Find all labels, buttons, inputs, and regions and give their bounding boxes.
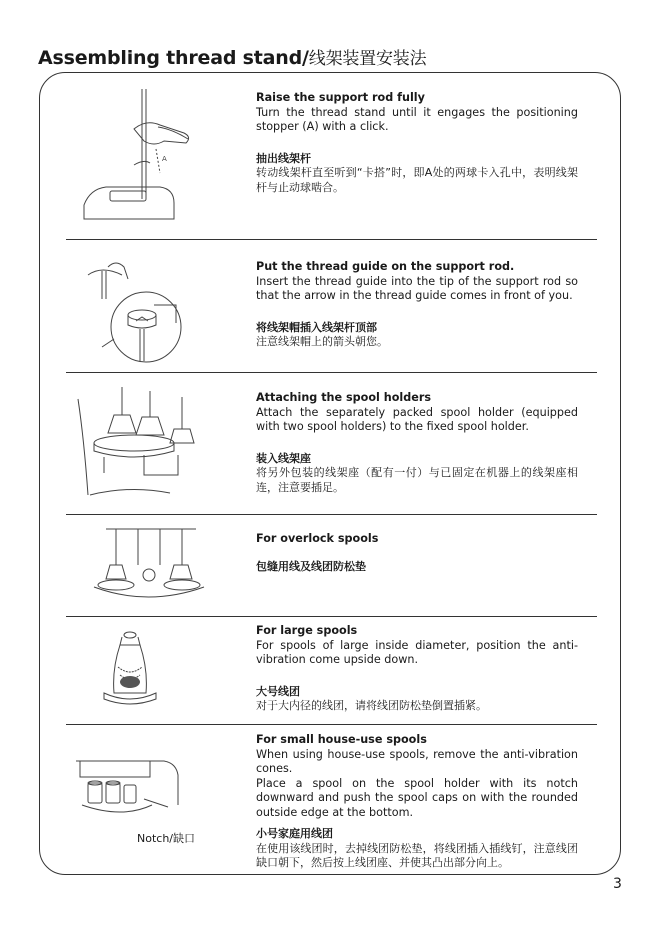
section-body-cn: 转动线架杆直至听到“卡搭”时，即A处的两球卡入孔中，表明线架杆与止动球啮合。 bbox=[256, 166, 578, 194]
section-divider bbox=[66, 724, 597, 725]
notch-label: Notch/缺口 bbox=[137, 832, 195, 845]
section-body-cn: 将另外包装的线架座（配有一付）与已固定在机器上的线架座相连，注意要插足。 bbox=[256, 466, 578, 494]
illustration-raise-support-rod bbox=[74, 87, 224, 225]
illustration-small-spools bbox=[74, 753, 224, 823]
section-heading-cn: 抽出线架杆 bbox=[256, 151, 311, 165]
page-title bbox=[38, 44, 426, 69]
section-small-spools bbox=[256, 733, 578, 871]
section-body-cn: 在使用该线团时，去掉线团防松垫，将线团插入插线钉，注意线团缺口朝下，然后按上线团座、并使其凸出部分向上。 bbox=[256, 841, 578, 869]
section-heading: For small house-use spools bbox=[256, 733, 427, 746]
section-body-cn: 注意线架帽上的箭头朝您。 bbox=[256, 335, 388, 348]
section-body: Place a spool on the spool holder with its notch downward and push the spool caps on with the rounded outside edge at the bottom. bbox=[256, 776, 578, 819]
section-divider bbox=[66, 514, 597, 515]
section-divider bbox=[66, 372, 597, 373]
section-thread-guide bbox=[256, 260, 578, 350]
section-heading: Put the thread guide on the support rod. bbox=[256, 260, 515, 273]
section-divider bbox=[66, 616, 597, 617]
section-heading-cn: 包缝用线及线团防松垫 bbox=[256, 559, 366, 573]
section-heading: For overlock spools bbox=[256, 532, 379, 545]
section-heading: Attaching the spool holders bbox=[256, 391, 432, 404]
illustration-spool-holders bbox=[74, 385, 224, 501]
section-heading-cn: 装入线架座 bbox=[256, 451, 311, 465]
section-raise-support-rod bbox=[256, 91, 578, 195]
section-body-cn: 对于大内径的线团，请将线团防松垫倒置插紧。 bbox=[256, 699, 487, 712]
section-body: For spools of large inside diameter, position the anti-vibration come upside down. bbox=[256, 638, 578, 666]
section-spool-holders bbox=[256, 391, 578, 495]
illustration-large-spools bbox=[74, 627, 224, 709]
section-heading-cn: 将线架帽插入线架杆顶部 bbox=[256, 320, 377, 334]
page-title-en: Assembling thread stand/ bbox=[38, 47, 309, 69]
section-heading: For large spools bbox=[256, 624, 358, 637]
content-frame bbox=[39, 72, 621, 875]
page-number: 3 bbox=[613, 876, 622, 892]
section-large-spools bbox=[256, 624, 578, 714]
section-body: Turn the thread stand until it engages the positioning stopper (A) with a click. bbox=[256, 105, 578, 133]
label-a: A bbox=[162, 155, 167, 163]
section-body: Attach the separately packed spool holder (equipped with two spool holders) to the fixed spool holder. bbox=[256, 405, 578, 433]
section-heading: Raise the support rod fully bbox=[256, 91, 425, 104]
illustration-overlock-spools bbox=[74, 525, 224, 605]
section-heading-cn: 大号线团 bbox=[256, 684, 300, 698]
section-body: When using house-use spools, remove the anti-vibration cones. bbox=[256, 747, 578, 775]
page-title-cn: 线架装置安装法 bbox=[308, 49, 427, 69]
section-overlock-spools bbox=[256, 532, 578, 574]
section-divider bbox=[66, 239, 597, 240]
section-heading-cn: 小号家庭用线团 bbox=[256, 827, 333, 840]
illustration-thread-guide bbox=[74, 249, 224, 367]
section-body: Insert the thread guide into the tip of the support rod so that the arrow in the thread guide comes in front of you. bbox=[256, 274, 578, 302]
